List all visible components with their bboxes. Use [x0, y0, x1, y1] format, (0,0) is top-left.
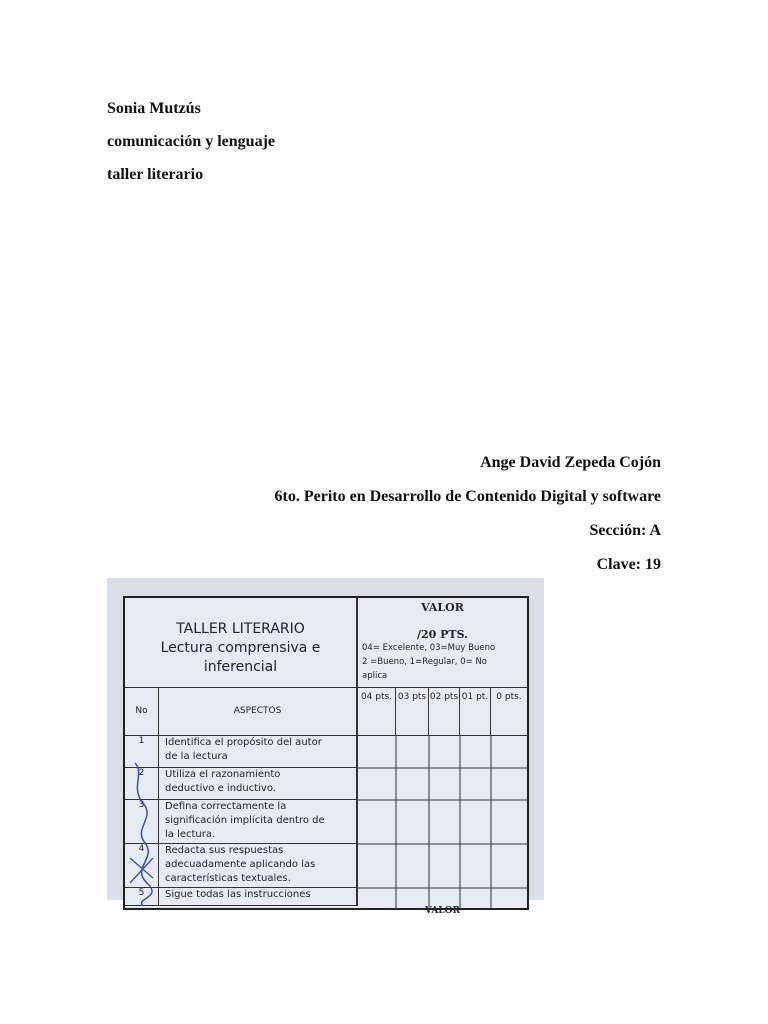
- row-no: 3: [125, 800, 159, 844]
- valor-header: [358, 598, 527, 688]
- rubric-title-line3: inferencial: [203, 659, 278, 675]
- table-row: [159, 800, 358, 844]
- aspect-line: deductivo e inductivo.: [165, 783, 276, 794]
- valor-label: VALOR: [421, 601, 464, 614]
- rubric-title-line1: TALLER LITERARIO: [176, 621, 305, 637]
- header-right: [275, 446, 661, 582]
- aspect-line: Redacta sus respuestas: [165, 845, 284, 856]
- bottom-valor-label: VALOR: [425, 906, 460, 916]
- col-no-header: No: [125, 688, 159, 736]
- points-header-3: 03 pts: [396, 688, 429, 736]
- subject: comunicación y lenguaje: [107, 133, 275, 150]
- aspect-line: significación implícita dentro de: [165, 815, 325, 826]
- scale-line2: 2 =Bueno, 1=Regular, 0= No: [362, 657, 487, 667]
- rubric-table: [123, 596, 529, 916]
- table-row: [159, 768, 358, 800]
- table-row: [159, 888, 358, 906]
- rubric-photo: [107, 578, 544, 916]
- row-no: 1: [125, 736, 159, 768]
- aspect-line: de la lectura: [165, 751, 228, 762]
- handwritten-marks: [125, 758, 159, 908]
- scale-line1: 04= Excelente, 03=Muy Bueno: [362, 643, 496, 653]
- score-grid: [358, 736, 527, 908]
- points-header-1: 01 pt.: [460, 688, 491, 736]
- aspect-line: la lectura.: [165, 829, 216, 840]
- scale-line3: aplica: [362, 671, 388, 681]
- col-aspectos-header: ASPECTOS: [159, 688, 358, 736]
- total-label: /20 PTS.: [417, 628, 468, 641]
- activity: taller literario: [107, 166, 204, 183]
- points-header-0: 0 pts.: [491, 688, 527, 736]
- points-header-2: 02 pts: [429, 688, 460, 736]
- aspect-line: adecuadamente aplicando las: [165, 859, 316, 870]
- teacher-name: Sonia Mutzús: [107, 100, 201, 117]
- aspect-line: Defina correctamente la: [165, 801, 287, 812]
- table-row: [159, 844, 358, 888]
- row-no: 4: [125, 844, 159, 888]
- row-no: 2: [125, 768, 159, 800]
- grade-line: 6to. Perito en Desarrollo de Contenido Digital y software: [274, 488, 661, 505]
- rubric-title-line2: Lectura comprensiva e: [160, 640, 321, 656]
- key-line: Clave: 19: [596, 556, 661, 573]
- points-header-4: 04 pts.: [358, 688, 396, 736]
- student-name: Ange David Zepeda Cojón: [480, 454, 661, 471]
- aspect-line: características textuales.: [165, 873, 291, 884]
- table-row: [159, 736, 358, 768]
- aspect-line: Identifica el propósito del autor: [165, 737, 322, 748]
- row-no: 5: [125, 888, 159, 906]
- section-line: Sección: A: [589, 522, 661, 539]
- rubric-title: [125, 598, 358, 688]
- header-left: [107, 92, 275, 191]
- aspect-line: Sigue todas las instrucciones: [165, 889, 311, 900]
- aspect-line: Utiliza el razonamiento: [165, 769, 281, 780]
